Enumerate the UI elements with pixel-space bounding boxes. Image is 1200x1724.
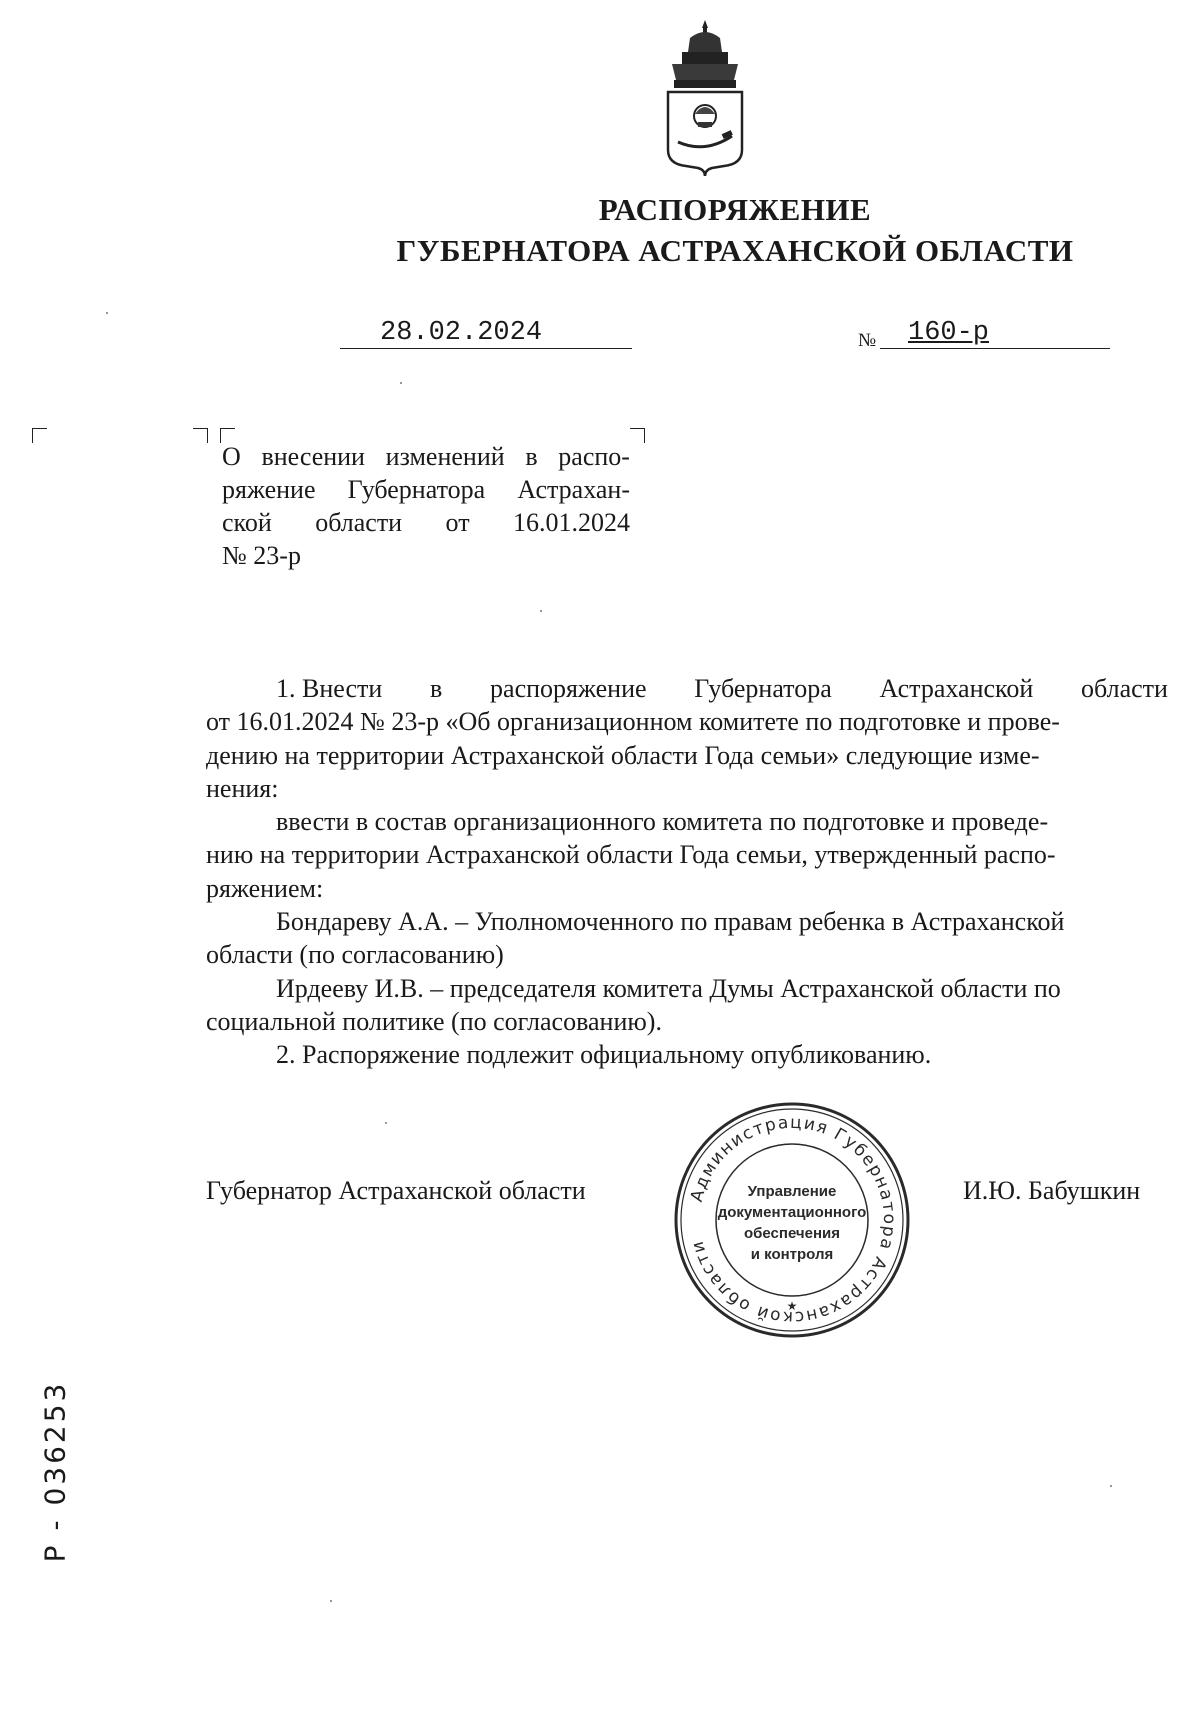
document-title: РАСПОРЯЖЕНИЕ bbox=[598, 192, 872, 227]
svg-text:★: ★ bbox=[786, 1299, 798, 1313]
corner-mark-subject-right bbox=[630, 428, 645, 443]
body-line: ряжением: bbox=[206, 873, 324, 903]
body-line: 2. Распоряжение подлежит официальному опубликованию. bbox=[276, 1040, 932, 1070]
corner-mark-left bbox=[32, 428, 47, 443]
document-number: 160-р bbox=[908, 318, 990, 348]
signatory-name: И.Ю. Бабушкин bbox=[963, 1176, 1141, 1205]
document-subject bbox=[222, 440, 630, 572]
scan-speck bbox=[385, 1122, 387, 1124]
scan-speck bbox=[400, 382, 402, 384]
svg-text:документационного: документационного bbox=[717, 1204, 867, 1221]
body-line: от 16.01.2024 № 23-р «Об организационном комитете по подготовке и прове- bbox=[206, 707, 1060, 737]
body-line: дению на территории Астраханской области Года семьи» следующие изме- bbox=[206, 740, 1040, 770]
svg-text:и контроля: и контроля bbox=[750, 1246, 834, 1263]
document-date: 28.02.2024 bbox=[380, 318, 543, 348]
signatory-position: Губернатор Астраханской области bbox=[206, 1176, 586, 1205]
body-line: нения: bbox=[206, 773, 279, 803]
document-subtitle: ГУБЕРНАТОРА АСТРАХАНСКОЙ ОБЛАСТИ bbox=[396, 233, 1074, 268]
official-seal-stamp bbox=[672, 1100, 912, 1340]
subject-line: ской области от 16.01.2024 bbox=[222, 508, 630, 537]
subject-line: О внесении изменений в распо- bbox=[222, 442, 630, 471]
body-line: социальной политике (по согласованию). bbox=[206, 1006, 662, 1036]
body-line: 1. Внести в распоряжение Губернатора Астраханской области bbox=[276, 674, 1168, 703]
document-body bbox=[206, 672, 1168, 1072]
date-field bbox=[340, 318, 632, 349]
body-line: Ирдееву И.В. – председателя комитета Думы Астраханской области по bbox=[276, 973, 1061, 1003]
svg-text:обеспечения: обеспечения bbox=[743, 1225, 841, 1242]
body-line: ввести в состав организационного комитета по подготовке и проведе- bbox=[276, 807, 1049, 837]
scan-speck bbox=[540, 610, 542, 612]
svg-text:Администрация Губернатора Астр: Администрация Губернатора Астраханской области bbox=[686, 1112, 900, 1328]
subject-line: ряжение Губернатора Астрахан- bbox=[222, 475, 630, 504]
scan-speck bbox=[330, 1600, 332, 1602]
number-field bbox=[880, 318, 1110, 349]
serial-number: Р - 036253 bbox=[38, 1380, 72, 1563]
subject-line: № 23-р bbox=[222, 541, 301, 570]
coat-of-arms-emblem bbox=[660, 18, 750, 178]
number-label: № bbox=[858, 330, 877, 351]
svg-text:Управление: Управление bbox=[747, 1183, 837, 1200]
scan-speck bbox=[1110, 1485, 1112, 1487]
body-line: Бондареву А.А. – Уполномоченного по правам ребенка в Астраханской bbox=[276, 907, 1065, 937]
body-line: нию на территории Астраханской области Года семьи, утвержденный распо- bbox=[206, 840, 1056, 870]
body-line: области (по согласованию) bbox=[206, 940, 504, 970]
scan-speck bbox=[106, 312, 108, 314]
corner-mark-subject-left bbox=[193, 428, 208, 443]
